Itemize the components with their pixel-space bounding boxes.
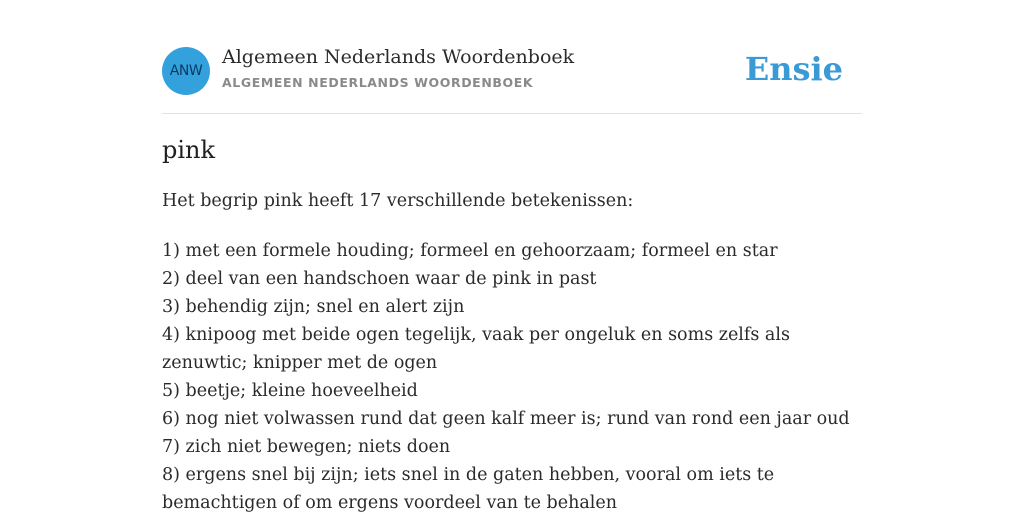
meaning-item: 8) ergens snel bij zijn; iets snel in de gaten hebben, vooral om iets te bemachtigen of om ergens voordeel van te behalen bbox=[162, 465, 775, 512]
entry-intro: Het begrip pink heeft 17 verschillende betekenissen: bbox=[162, 191, 634, 211]
anw-logo[interactable] bbox=[162, 47, 210, 95]
site-header bbox=[162, 0, 862, 114]
ensie-brand-link[interactable]: Ensie bbox=[744, 50, 843, 88]
logo-text: ANW bbox=[169, 63, 203, 79]
meaning-item: 4) knipoog met beide ogen tegelijk, vaak per ongeluk en soms zelfs als zenuwtic; knipper met de ogen bbox=[162, 325, 790, 373]
meaning-item: 2) deel van een handschoen waar de pink in past bbox=[162, 269, 597, 289]
meaning-item: 6) nog niet volwassen rund dat geen kalf meer is; rund van rond een jaar oud bbox=[162, 409, 850, 429]
meaning-item: 7) zich niet bewegen; niets doen bbox=[162, 437, 451, 457]
site-subtitle: ALGEMEEN NEDERLANDS WOORDENBOEK bbox=[222, 75, 534, 90]
content-container bbox=[162, 0, 862, 512]
entry-term: pink bbox=[162, 136, 216, 164]
meaning-item: 3) behendig zijn; snel en alert zijn bbox=[162, 297, 465, 317]
meanings-list bbox=[162, 237, 867, 512]
meaning-item: 5) beetje; kleine hoeveelheid bbox=[162, 381, 418, 401]
meaning-item: 1) met een formele houding; formeel en gehoorzaam; formeel en star bbox=[162, 241, 778, 261]
site-title[interactable]: Algemeen Nederlands Woordenboek bbox=[222, 46, 575, 68]
